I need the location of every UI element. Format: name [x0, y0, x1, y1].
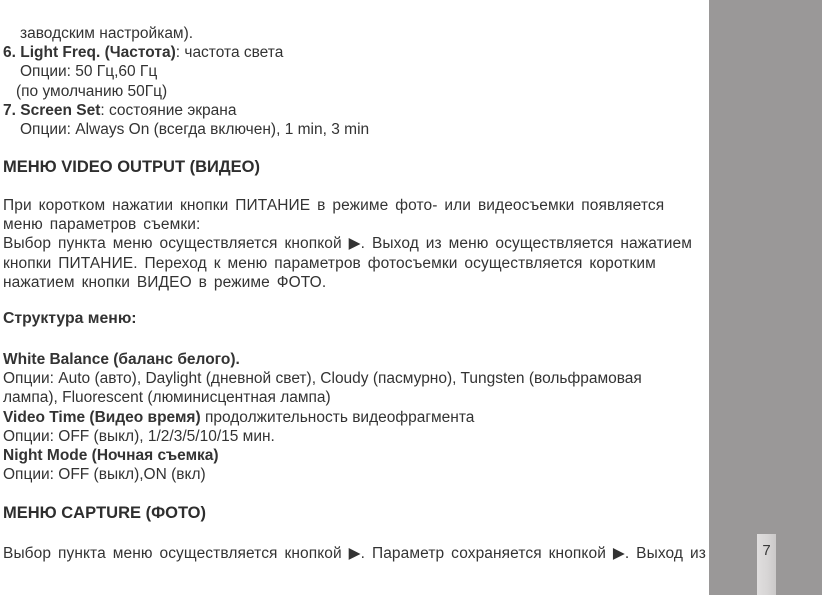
menu-item-text: Опции: OFF (выкл),ON (вкл): [3, 466, 206, 484]
page-number-tab: [757, 534, 776, 595]
setting-item-light-freq: [3, 43, 703, 62]
paragraph-line: нажатием кнопки ВИДЕО в режиме ФОТО.: [3, 273, 327, 291]
menu-line-options-cont: [3, 388, 703, 407]
menu-line-night-mode: [3, 446, 703, 465]
menu-item-name: Video Time (Видео время): [3, 408, 201, 426]
video-output-heading: МЕНЮ VIDEO OUTPUT (ВИДЕО): [3, 158, 260, 176]
paragraph-line: Выбор пункта меню осуществляется кнопкой ▶. Параметр сохраняется кнопкой ▶. Выход из: [3, 545, 706, 562]
paragraph-line: меню параметров съемки:: [3, 216, 201, 234]
capture-paragraph: [3, 544, 706, 563]
menu-item-name: White Balance (баланс белого).: [3, 351, 240, 368]
menu-line-options: [3, 369, 703, 388]
menu-structure-heading: Структура меню:: [3, 310, 137, 327]
paragraph-line: кнопки ПИТАНИЕ. Переход к меню параметров фотосъемки осуществляется коротким: [3, 254, 656, 272]
setting-description: : состояние экрана: [100, 101, 237, 119]
menu-structure-list: [3, 350, 703, 484]
menu-line-white-balance: [3, 350, 703, 369]
setting-description: : частота света: [175, 44, 284, 62]
video-output-paragraph: [3, 196, 703, 292]
setting-label: 6. Light Freq. (Частота): [3, 44, 176, 62]
menu-item-text: лампа), Fluorescent (люминисцентная лампа): [3, 389, 331, 407]
setting-default-line: (по умолчанию 50Гц): [16, 82, 168, 100]
settings-list: [3, 24, 703, 139]
settings-continuation-line: заводским настройкам).: [20, 25, 194, 42]
menu-item-name: Night Mode (Ночная съемка): [3, 447, 219, 465]
setting-options-line: Опции: Always On (всегда включен), 1 min, 3 min: [20, 121, 370, 139]
menu-item-text: Опции: OFF (выкл), 1/2/3/5/10/15 мин.: [3, 427, 275, 445]
menu-line-options: [3, 465, 703, 484]
capture-heading: МЕНЮ CAPTURE (ФОТО): [3, 504, 207, 522]
menu-item-text: Опции: Auto (авто), Daylight (дневной свет), Cloudy (пасмурно), Tungsten (вольфрамовая: [3, 370, 642, 388]
menu-item-text: продолжительность видеофрагмента: [200, 408, 475, 426]
page-number: 7: [762, 542, 771, 559]
setting-label: 7. Screen Set: [3, 101, 101, 119]
paragraph-line: При коротком нажатии кнопки ПИТАНИЕ в режиме фото- или видеосъемки появляется: [3, 197, 665, 214]
menu-line-options: [3, 427, 703, 446]
setting-item-screen-set: [3, 101, 703, 120]
setting-options-line: Опции: 50 Гц,60 Гц: [20, 63, 158, 81]
page-edge-bar: [709, 0, 822, 595]
paragraph-line: Выбор пункта меню осуществляется кнопкой ▶. Выход из меню осуществляется нажатием: [3, 235, 693, 253]
menu-line-video-time: [3, 408, 703, 427]
